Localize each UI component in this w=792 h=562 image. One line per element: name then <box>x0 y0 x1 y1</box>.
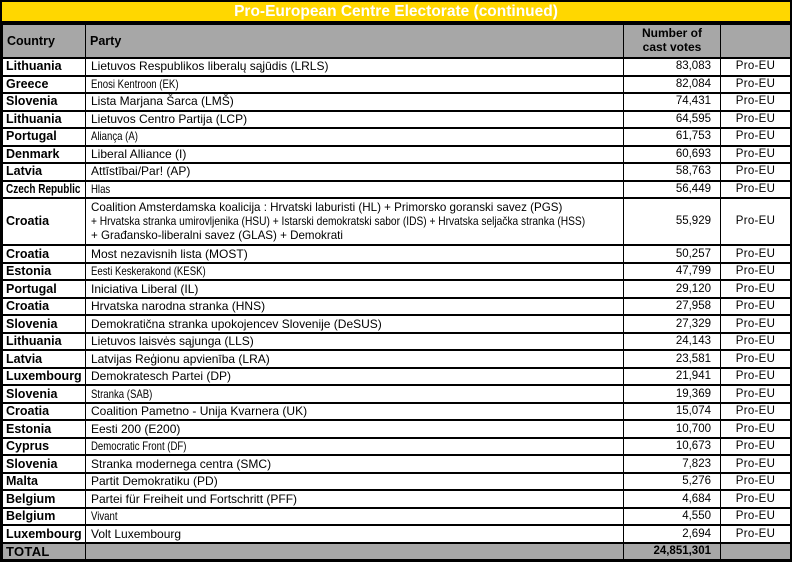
votes-cell: 5,276 <box>624 473 721 491</box>
country-label: Croatia <box>6 246 50 261</box>
country-cell <box>3 315 86 333</box>
table-row <box>3 163 791 181</box>
country-label: Lithuania <box>6 111 62 126</box>
country-label: Czech Republic <box>6 181 81 196</box>
country-label: Portugal <box>6 129 57 144</box>
stance-cell: Pro-EU <box>721 128 791 146</box>
table-row <box>3 455 791 473</box>
total-stance-cell <box>721 543 791 560</box>
country-label: Lithuania <box>6 59 62 74</box>
stance-cell: Pro-EU <box>721 438 791 456</box>
votes-cell: 27,958 <box>624 298 721 316</box>
stance-cell: Pro-EU <box>721 76 791 94</box>
votes-cell: 21,941 <box>624 368 721 386</box>
party-cell <box>86 438 624 456</box>
country-label: Estonia <box>6 264 52 279</box>
party-cell <box>86 93 624 111</box>
country-cell <box>3 146 86 164</box>
stance-cell: Pro-EU <box>721 298 791 316</box>
votes-cell: 27,329 <box>624 315 721 333</box>
party-cell <box>86 368 624 386</box>
party-line: Coalition Amsterdamska koalicija : Hrvatski laburisti (HL) + Primorsko goranski savez (PGS) <box>91 201 563 214</box>
stance-cell: Pro-EU <box>721 490 791 508</box>
votes-cell: 29,120 <box>624 280 721 298</box>
total-party-cell <box>86 543 624 560</box>
stance-cell: Pro-EU <box>721 403 791 421</box>
country-cell <box>3 198 86 245</box>
stance-cell: Pro-EU <box>721 455 791 473</box>
party-label: Latvijas Reģionu apvienība (LRA) <box>91 351 270 366</box>
country-label: Croatia <box>6 214 50 229</box>
party-cell <box>86 333 624 351</box>
votes-cell: 4,684 <box>624 490 721 508</box>
stance-cell: Pro-EU <box>721 263 791 281</box>
table-row <box>3 315 791 333</box>
votes-cell: 7,823 <box>624 455 721 473</box>
country-cell <box>3 403 86 421</box>
country-cell <box>3 525 86 543</box>
party-cell <box>86 128 624 146</box>
party-line: + Hrvatska stranka umirovljenika (HSU) + Istarski demokratski sabor (IDS) + Hrvatska seljačka stranka (HSS) <box>91 214 586 228</box>
party-label: Democratic Front (DF) <box>91 439 187 454</box>
country-label: Cyprus <box>6 439 50 454</box>
table-row <box>3 146 791 164</box>
party-label: Hlas <box>91 181 111 196</box>
table-body <box>3 58 791 543</box>
party-line: + Građansko-liberalni savez (GLAS) + Demokrati <box>91 228 343 242</box>
stance-cell: Pro-EU <box>721 111 791 129</box>
party-cell <box>86 508 624 526</box>
country-cell <box>3 490 86 508</box>
header-votes-line1: Number of <box>642 26 702 41</box>
table-header <box>3 24 791 58</box>
votes-cell: 58,763 <box>624 163 721 181</box>
party-label: Partei für Freiheit und Fortschritt (PFF) <box>91 491 298 506</box>
country-cell <box>3 76 86 94</box>
party-cell <box>86 198 624 245</box>
votes-cell: 10,700 <box>624 420 721 438</box>
country-label: Croatia <box>6 299 50 314</box>
party-label: Most nezavisnih lista (MOST) <box>91 246 248 261</box>
stance-cell: Pro-EU <box>721 198 791 245</box>
party-cell <box>86 111 624 129</box>
country-cell <box>3 163 86 181</box>
party-label: Demokratesch Partei (DP) <box>91 369 232 384</box>
country-label: Latvia <box>6 351 43 366</box>
party-label: Stranka modernega centra (SMC) <box>91 456 272 471</box>
votes-cell: 15,074 <box>624 403 721 421</box>
party-label: Hrvatska narodna stranka (HNS) <box>91 299 266 314</box>
votes-cell: 4,550 <box>624 508 721 526</box>
country-cell <box>3 263 86 281</box>
stance-cell: Pro-EU <box>721 245 791 263</box>
table-row <box>3 420 791 438</box>
header-row <box>3 24 791 58</box>
party-label: Lista Marjana Šarca (LMŠ) <box>91 94 234 109</box>
total-label: TOTAL <box>3 543 86 560</box>
country-label: Croatia <box>6 404 50 419</box>
table-row <box>3 93 791 111</box>
table-row <box>3 198 791 245</box>
party-cell <box>86 280 624 298</box>
party-cell <box>86 58 624 76</box>
country-label: Lithuania <box>6 334 62 349</box>
stance-cell: Pro-EU <box>721 333 791 351</box>
table-row <box>3 128 791 146</box>
party-label: Eesti Keskerakond (KESK) <box>91 264 206 279</box>
stance-cell: Pro-EU <box>721 58 791 76</box>
party-label: Liberal Alliance (I) <box>91 146 187 161</box>
party-cell <box>86 420 624 438</box>
votes-cell: 19,369 <box>624 385 721 403</box>
party-cell <box>86 525 624 543</box>
party-label: Volt Luxembourg <box>91 526 182 541</box>
country-label: Belgium <box>6 491 56 506</box>
country-label: Malta <box>6 474 38 489</box>
country-label: Greece <box>6 76 49 91</box>
stance-cell: Pro-EU <box>721 93 791 111</box>
table-row <box>3 525 791 543</box>
party-cell <box>86 350 624 368</box>
party-cell <box>86 403 624 421</box>
votes-cell: 23,581 <box>624 350 721 368</box>
country-label: Luxembourg <box>6 526 82 541</box>
stance-cell: Pro-EU <box>721 420 791 438</box>
table-row <box>3 473 791 491</box>
stance-cell: Pro-EU <box>721 368 791 386</box>
country-cell <box>3 58 86 76</box>
party-label: Lietuvos laisvės sąjunga (LLS) <box>91 334 254 349</box>
table-row <box>3 385 791 403</box>
party-cell <box>86 385 624 403</box>
table-row <box>3 280 791 298</box>
party-cell <box>86 298 624 316</box>
header-stance <box>721 24 791 58</box>
table-row <box>3 490 791 508</box>
party-cell <box>86 490 624 508</box>
table-row <box>3 111 791 129</box>
stance-cell: Pro-EU <box>721 508 791 526</box>
country-cell <box>3 333 86 351</box>
electorate-table <box>2 23 791 561</box>
party-label: Enosi Kentroon (EK) <box>91 76 179 91</box>
stance-cell: Pro-EU <box>721 163 791 181</box>
votes-cell: 2,694 <box>624 525 721 543</box>
votes-cell: 82,084 <box>624 76 721 94</box>
country-label: Slovenia <box>6 386 58 401</box>
country-label: Luxembourg <box>6 369 82 384</box>
stance-cell: Pro-EU <box>721 385 791 403</box>
table-row <box>3 58 791 76</box>
votes-cell: 61,753 <box>624 128 721 146</box>
party-cell <box>86 455 624 473</box>
votes-cell: 83,083 <box>624 58 721 76</box>
votes-cell: 55,929 <box>624 198 721 245</box>
party-cell <box>86 146 624 164</box>
country-cell <box>3 385 86 403</box>
party-label: Attīstībai/Par! (AP) <box>91 164 191 179</box>
table-title: Pro-European Centre Electorate (continued) <box>2 2 790 23</box>
country-label: Portugal <box>6 281 57 296</box>
party-label: Partit Demokratiku (PD) <box>91 474 218 489</box>
country-cell <box>3 350 86 368</box>
table-row <box>3 333 791 351</box>
party-label: Vivant <box>91 509 118 524</box>
votes-cell: 74,431 <box>624 93 721 111</box>
header-votes <box>624 24 721 58</box>
votes-cell: 56,449 <box>624 181 721 199</box>
country-cell <box>3 455 86 473</box>
party-label: Eesti 200 (E200) <box>91 421 181 436</box>
total-votes: 24,851,301 <box>624 543 721 560</box>
party-label: Iniciativa Liberal (IL) <box>91 281 199 296</box>
votes-cell: 50,257 <box>624 245 721 263</box>
party-cell <box>86 163 624 181</box>
country-cell <box>3 93 86 111</box>
country-cell <box>3 111 86 129</box>
stance-cell: Pro-EU <box>721 315 791 333</box>
header-country: Country <box>3 24 86 58</box>
table-row <box>3 263 791 281</box>
country-cell <box>3 420 86 438</box>
country-cell <box>3 181 86 199</box>
table-row <box>3 76 791 94</box>
country-cell <box>3 473 86 491</box>
country-cell <box>3 128 86 146</box>
table-row <box>3 508 791 526</box>
votes-cell: 10,673 <box>624 438 721 456</box>
country-label: Latvia <box>6 164 43 179</box>
country-label: Slovenia <box>6 94 58 109</box>
country-cell <box>3 508 86 526</box>
table-row <box>3 181 791 199</box>
votes-cell: 47,799 <box>624 263 721 281</box>
stance-cell: Pro-EU <box>721 181 791 199</box>
country-label: Denmark <box>6 146 60 161</box>
votes-cell: 24,143 <box>624 333 721 351</box>
country-cell <box>3 298 86 316</box>
country-label: Slovenia <box>6 316 58 331</box>
party-label: Stranka (SAB) <box>91 386 153 401</box>
table-row <box>3 298 791 316</box>
party-cell <box>86 315 624 333</box>
stance-cell: Pro-EU <box>721 525 791 543</box>
stance-cell: Pro-EU <box>721 473 791 491</box>
stance-cell: Pro-EU <box>721 280 791 298</box>
party-cell <box>86 473 624 491</box>
party-cell <box>86 76 624 94</box>
country-label: Slovenia <box>6 456 58 471</box>
table-row <box>3 438 791 456</box>
votes-cell: 60,693 <box>624 146 721 164</box>
table-row <box>3 350 791 368</box>
table-footer <box>3 543 791 560</box>
country-cell <box>3 280 86 298</box>
stance-cell: Pro-EU <box>721 350 791 368</box>
country-cell <box>3 368 86 386</box>
table-row <box>3 368 791 386</box>
party-label: Lietuvos Respublikos liberalų sąjūdis (LRLS) <box>91 59 329 74</box>
party-label: Coalition Pametno - Unija Kvarnera (UK) <box>91 404 308 419</box>
stance-cell: Pro-EU <box>721 146 791 164</box>
country-cell <box>3 245 86 263</box>
party-cell <box>86 245 624 263</box>
party-cell <box>86 181 624 199</box>
votes-cell: 64,595 <box>624 111 721 129</box>
country-label: Belgium <box>6 509 56 524</box>
table-row <box>3 403 791 421</box>
party-label: Aliança (A) <box>91 129 138 144</box>
table-row <box>3 245 791 263</box>
country-cell <box>3 438 86 456</box>
party-label: Demokratična stranka upokojencev Slovenije (DeSUS) <box>91 316 382 331</box>
total-row <box>3 543 791 560</box>
party-label: Lietuvos Centro Partija (LCP) <box>91 111 248 126</box>
header-votes-line2: cast votes <box>642 40 702 54</box>
header-party: Party <box>86 24 624 58</box>
party-cell <box>86 263 624 281</box>
country-label: Estonia <box>6 421 52 436</box>
